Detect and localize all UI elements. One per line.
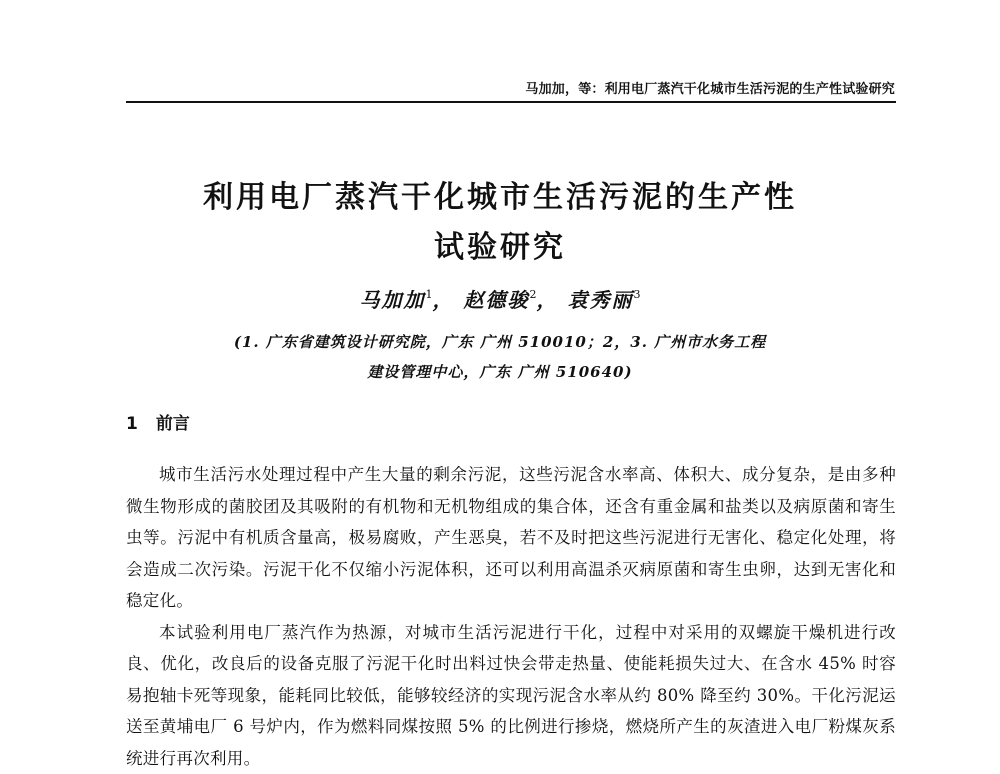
author-name: 赵德骏 xyxy=(464,288,530,312)
section-heading xyxy=(126,409,190,434)
header-rule xyxy=(126,101,896,103)
body-paragraph: 城市生活污水处理过程中产生大量的剩余污泥，这些污泥含水率高、体积大、成分复杂，是由多种微生物形成的菌胶团及其吸附的有机物和无机物组成的集合体，还含有重金属和盐类以及病原菌和寄生虫等。污泥中有机质含量高，极易腐败，产生恶臭，若不及时把这些污泥进行无害化、稳定化处理，将会造成二次污染。污泥干化不仅缩小污泥体积，还可以利用高温杀灭病原菌和寄生虫卵，达到无害化和稳定化。 xyxy=(126,459,896,617)
body-text xyxy=(126,459,896,774)
affiliation-line1: (1. 广东省建筑设计研究院，广东 广州 510010；2，3. 广州市水务工程 xyxy=(0,331,1000,352)
paper-title-line2: 试验研究 xyxy=(0,222,1000,266)
author-affiliation-mark: 3 xyxy=(633,288,640,301)
author-list: 马加加$^1$， 赵德骏$^2$， 袁秀丽$^3$ xyxy=(0,284,1000,313)
author-affiliation-mark: 2 xyxy=(530,288,537,301)
paper-title-line1: 利用电厂蒸汽干化城市生活污泥的生产性 xyxy=(0,172,1000,216)
section-title: 前言 xyxy=(156,414,190,434)
section-number: 1 xyxy=(126,414,138,434)
author-name: 袁秀丽 xyxy=(567,288,633,312)
author-name: 马加加 xyxy=(360,288,426,312)
body-paragraph: 本试验利用电厂蒸汽作为热源，对城市生活污泥进行干化，过程中对采用的双螺旋干燥机进行改良、优化，改良后的设备克服了污泥干化时出料过快会带走热量、使能耗损失过大、在含水 45% 时容易抱轴卡死等现象，能耗同比较低，能够较经济的实现污泥含水率从约 80% 降至约 30%。干化污泥运送至黄埔电厂 6 号炉内，作为燃料同煤按照 5% 的比例进行掺烧，燃烧所产生的灰渣进入电厂粉煤灰系统进行再次利用。 xyxy=(126,617,896,774)
running-header: 马加加，等：利用电厂蒸汽干化城市生活污泥的生产性试验研究 xyxy=(525,78,895,97)
affiliation-line2: 建设管理中心，广东 广州 510640) xyxy=(0,361,1000,382)
author-affiliation-mark: 1 xyxy=(426,288,433,301)
